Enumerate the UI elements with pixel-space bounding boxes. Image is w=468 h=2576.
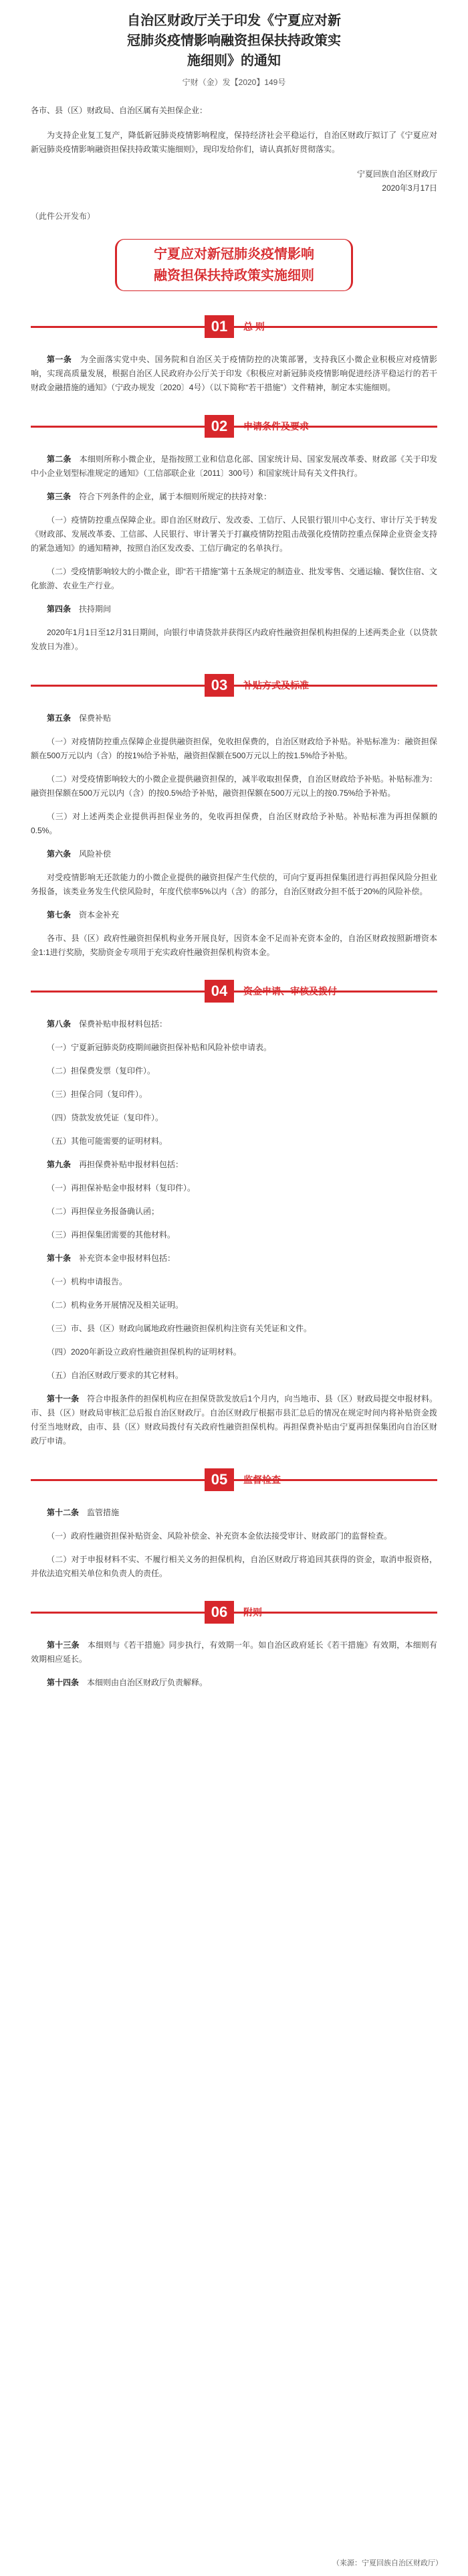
- article-paragraph: [31, 1638, 437, 1666]
- document-title: [0, 0, 468, 71]
- article-label: 第十一条: [47, 1394, 80, 1403]
- article-text: （三）再担保集团需要的其他材料。: [47, 1230, 176, 1239]
- article-text: （四）贷款发放凭证（复印件）。: [47, 1113, 164, 1122]
- article-text: 资本金补充: [79, 910, 120, 920]
- article-label: 第十条: [47, 1254, 72, 1263]
- article-paragraph: [31, 1506, 437, 1520]
- sub-paragraph: [31, 1064, 437, 1078]
- chapter-name: 附则: [243, 1607, 262, 1618]
- publication-note: （此件公开发布）: [31, 211, 96, 221]
- chapter-divider: [31, 685, 437, 687]
- article-label: 第三条: [47, 492, 72, 501]
- article-text: （三）担保合同（复印件）。: [47, 1090, 148, 1099]
- article-text: （五）其他可能需要的证明材料。: [47, 1136, 168, 1146]
- article-label: 第七条: [47, 910, 72, 920]
- sub-paragraph: [31, 871, 437, 899]
- article-label: 第六条: [47, 849, 72, 859]
- chapters-container: [0, 315, 468, 1690]
- sub-paragraph: [31, 1553, 437, 1581]
- article-text: 2020年1月1日至12月31日期间，向银行申请贷款并获得区内政府性融资担保机构担保的上述两类企业（以贷款发放日为准）。: [31, 628, 437, 651]
- chapter-name: 申请条件及要求: [243, 421, 309, 432]
- title-line-2: 冠肺炎疫情影响融资担保扶持政策实: [127, 33, 341, 48]
- article-paragraph: [31, 452, 437, 481]
- chapter-number: 04: [205, 980, 234, 1003]
- signature-date: 2020年3月17日: [382, 183, 437, 193]
- chapter-number: 03: [205, 674, 234, 697]
- intro-paragraph: 为支持企业复工复产，降低新冠肺炎疫情影响程度，保持经济社会平稳运行，自治区财政厅拟订了《宁夏应对新冠肺炎疫情影响融资担保扶持政策实施细则》，现印发给你们，请认真抓好贯彻落实。: [31, 131, 437, 154]
- title-line-1: 自治区财政厅关于印发《宁夏应对新: [127, 13, 341, 28]
- article-text: （一）宁夏新冠肺炎防疫期间融资担保补贴和风险补偿申请表。: [47, 1043, 272, 1052]
- article-label: 第四条: [47, 604, 72, 614]
- sub-paragraph: [31, 1369, 437, 1383]
- article-label: 第五条: [47, 713, 72, 723]
- sub-paragraph: [31, 1275, 437, 1289]
- article-text: （一）政府性融资担保补贴资金、风险补偿金、补充资本金依法接受审计、财政部门的监督检查。: [47, 1531, 392, 1541]
- article-text: （四）2020年新设立政府性融资担保机构的证明材料。: [47, 1347, 241, 1357]
- sub-paragraph: [31, 1529, 437, 1543]
- article-label: 第十二条: [47, 1508, 80, 1517]
- sub-paragraph: [31, 1111, 437, 1125]
- article-text: 保费补贴申报材料包括：: [79, 1019, 168, 1029]
- sub-paragraph: [31, 932, 437, 960]
- article-text: 对受疫情影响无还款能力的小微企业提供的融资担保产生代偿的，可向宁夏再担保集团进行再担保风险分担业务报备，该类业务发生代偿风险时，年度代偿率5%以内（含）的部分，自治区财政分担不低于20%的风险补偿。: [31, 873, 437, 896]
- article-label: 第十四条: [47, 1678, 80, 1687]
- article-text: 符合下列条件的企业，属于本细则所规定的扶持对象：: [79, 492, 272, 501]
- article-text: （二）对受疫情影响较大的小微企业提供融资担保的，减半收取担保费，自治区财政给予补贴。补贴标准为：融资担保额在500万元以内（含）的按0.5%给予补贴，融资担保额在500万元以上的按0.75%给予补贴。: [31, 774, 437, 798]
- sub-paragraph: [31, 1041, 437, 1055]
- sub-paragraph: [31, 626, 437, 654]
- article-text: （五）自治区财政厅要求的其它材料。: [47, 1371, 184, 1380]
- article-paragraph: [31, 1158, 437, 1172]
- article-paragraph: [31, 1017, 437, 1031]
- article-paragraph: [31, 602, 437, 616]
- sub-paragraph: [31, 1322, 437, 1336]
- chapter-name: 资金申请、审核及拨付: [243, 986, 337, 997]
- sub-paragraph: [31, 1181, 437, 1195]
- chapter-header: [31, 1601, 437, 1624]
- sub-paragraph: [31, 1088, 437, 1102]
- article-label: 第十三条: [47, 1640, 80, 1650]
- sub-paragraph: [31, 1134, 437, 1148]
- sub-paragraph: [31, 1298, 437, 1312]
- article-label: 第八条: [47, 1019, 72, 1029]
- article-label: 第一条: [47, 355, 72, 364]
- article-text: 保费补贴: [79, 713, 112, 723]
- chapter-name: 监督检查: [243, 1474, 281, 1485]
- article-text: 符合申报条件的担保机构应在担保贷款发放后1个月内，向当地市、县（区）财政局提交申报材料。市、县（区）财政局审核汇总后报自治区财政厅。自治区财政厅根据市县汇总后的情况在规定时间内将补贴资金拨付至当地财政，由市、县（区）财政局拨付有关政府性融资担保机构。再担保费补贴由宁夏再担保集团向自治区财政厅申请。: [31, 1394, 437, 1446]
- addressee: 各市、县（区）财政局、自治区属有关担保企业：: [31, 106, 208, 115]
- article-text: （二）担保费发票（复印件）。: [47, 1066, 156, 1076]
- article-text: 风险补偿: [79, 849, 112, 859]
- chapter-divider: [31, 326, 437, 328]
- sub-paragraph: [31, 1228, 437, 1242]
- chapter-number: 02: [205, 415, 234, 438]
- article-text: （一）再担保补贴金申报材料（复印件）。: [47, 1183, 196, 1193]
- sub-paragraph: [31, 1205, 437, 1219]
- policy-title-banner: [115, 239, 353, 291]
- chapter-name: 总 则: [243, 321, 265, 332]
- sub-paragraph: [31, 565, 437, 593]
- article-label: 第九条: [47, 1160, 72, 1169]
- chapter-divider: [31, 1612, 437, 1614]
- chapter-header: [31, 415, 437, 438]
- article-paragraph: [31, 847, 437, 861]
- article-text: 各市、县（区）政府性融资担保机构业务开展良好，因资本金不足而补充资本金的，自治区财政按照新增资本金1:1进行奖励，奖励资金专项用于充实政府性融资担保机构资本金。: [31, 934, 437, 957]
- article-paragraph: [31, 490, 437, 504]
- article-paragraph: [31, 1392, 437, 1448]
- chapter-header: [31, 315, 437, 338]
- article-label: 第二条: [47, 454, 72, 464]
- document-number: 宁财（金）发【2020】149号: [182, 78, 286, 87]
- article-text: 本细则由自治区财政厅负责解释。: [87, 1678, 208, 1687]
- sub-paragraph: [31, 513, 437, 555]
- sub-paragraph: [31, 1345, 437, 1359]
- article-text: （二）再担保业务报备确认函；: [47, 1207, 160, 1216]
- article-text: 本细则所称小微企业，是指按照工业和信息化部、国家统计局、国家发展改革委、财政部《关于印发中小企业划型标准规定的通知》（工信部联企业〔2011〕300号）和国家统计局有关文件执行。: [31, 454, 437, 478]
- article-text: 本细则与《若干措施》同步执行，有效期一年。如自治区政府延长《若干措施》有效期，本细则有效期相应延长。: [31, 1640, 437, 1664]
- chapter-number: 01: [205, 315, 234, 338]
- article-paragraph: [31, 1252, 437, 1266]
- article-text: 扶持期间: [79, 604, 112, 614]
- chapter-divider: [31, 1479, 437, 1481]
- signature-org: 宁夏回族自治区财政厅: [356, 169, 437, 179]
- chapter-header: [31, 674, 437, 697]
- article-paragraph: [31, 711, 437, 725]
- article-text: （二）对于申报材料不实、不履行相关义务的担保机构，自治区财政厅将追回其获得的资金，取消申报资格，并依法追究相关单位和负责人的责任。: [31, 1555, 437, 1578]
- article-text: （二）受疫情影响较大的小微企业，即“若干措施”第十五条规定的制造业、批发零售、交通运输、餐饮住宿、文化旅游、农业生产行业。: [31, 567, 437, 590]
- chapter-number: 05: [205, 1468, 234, 1491]
- sub-paragraph: [31, 810, 437, 838]
- title-line-3: 施细则》的通知: [187, 54, 281, 68]
- article-text: 再担保费补贴申报材料包括：: [79, 1160, 184, 1169]
- article-text: （二）机构业务开展情况及相关证明。: [47, 1300, 184, 1310]
- chapter-divider: [31, 426, 437, 428]
- article-paragraph: [31, 1676, 437, 1690]
- article-paragraph: [31, 908, 437, 922]
- article-paragraph: [31, 353, 437, 395]
- sub-paragraph: [31, 772, 437, 800]
- banner-line-1: 宁夏应对新冠肺炎疫情影响: [154, 247, 314, 262]
- article-text: （一）对疫情防控重点保障企业提供融资担保，免收担保费的，自治区财政给予补贴。补贴标准为：融资担保额在500万元以内（含）的按1%给予补贴，融资担保额在500万元以上的按1.5%给予补贴。: [31, 737, 437, 760]
- article-text: （一）机构申请报告。: [47, 1277, 128, 1286]
- article-text: （三）对上述两类企业提供再担保业务的，免收再担保费，自治区财政给予补贴。补贴标准为再担保额的0.5%。: [31, 812, 437, 835]
- article-text: 监管措施: [87, 1508, 120, 1517]
- chapter-number: 06: [205, 1601, 234, 1624]
- chapter-divider: [31, 991, 437, 993]
- chapter-header: [31, 1468, 437, 1491]
- banner-line-2: 融资担保扶持政策实施细则: [154, 268, 314, 283]
- article-text: （一）疫情防控重点保障企业。即自治区财政厅、发改委、工信厅、人民银行银川中心支行、审计厅关于转发《财政部、发展改革委、工信部、人民银行、审计署关于打赢疫情防控阻击战强化疫情防控重点保障企业资金支持的紧急通知》的通知精神，按照自治区发改委、工信厅确定的名单执行。: [31, 515, 437, 553]
- sub-paragraph: [31, 735, 437, 763]
- chapter-name: 补贴方式及标准: [243, 680, 309, 691]
- source-footer: （来源：宁夏回族自治区财政厅）: [332, 2559, 443, 2567]
- chapter-header: [31, 980, 437, 1003]
- article-text: （三）市、县（区）财政向属地政府性融资担保机构注资有关凭证和文件。: [47, 1324, 312, 1333]
- article-text: 为全面落实党中央、国务院和自治区关于疫情防控的决策部署，支持我区小微企业积极应对疫情影响，实现高质量发展，根据自治区人民政府办公厅关于印发《积极应对新冠肺炎疫情影响促进经济平稳运行的若干财政金融措施的通知》（宁政办规发〔2020〕4号）（以下简称“若干措施”）文件精神，制定本实施细则。: [31, 355, 437, 392]
- article-text: 补充资本金申报材料包括：: [79, 1254, 176, 1263]
